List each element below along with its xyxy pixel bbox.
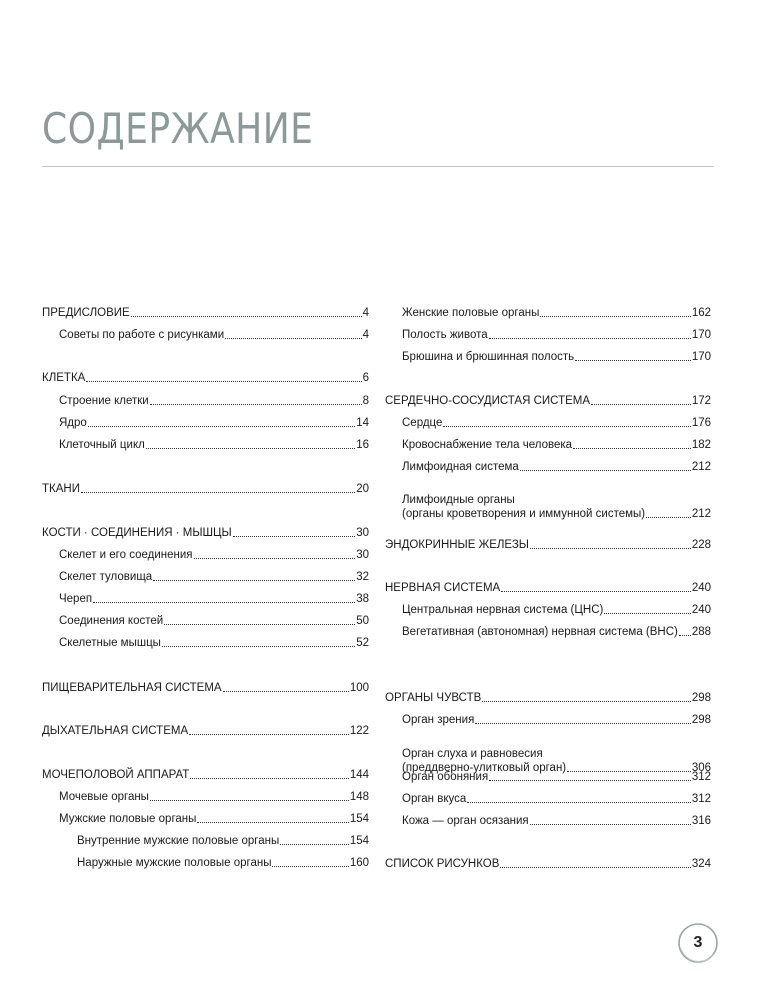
dot-leader [162, 646, 355, 647]
toc-entry-page: 298 [691, 714, 711, 726]
dot-leader [530, 824, 691, 825]
toc-entry [385, 538, 711, 552]
toc-entry [59, 416, 369, 430]
toc-entry-title: Орган зрения [402, 714, 475, 726]
toc-entry-title: Кровоснабжение тела человека [402, 439, 573, 451]
toc-entry-page: 172 [691, 395, 711, 407]
toc-entry-page: 162 [691, 307, 711, 319]
toc-entry-title: ДЫХАТЕЛЬНАЯ СИСТЕМА [42, 725, 189, 737]
toc-entry-page: 324 [691, 858, 711, 870]
toc-entry-title: Клеточный цикл [59, 439, 145, 451]
dot-leader [646, 517, 691, 518]
title-divider [42, 166, 714, 167]
toc-entry-title: Наружные мужские половые органы [77, 857, 272, 869]
toc-entry [385, 691, 711, 705]
dot-leader [164, 624, 355, 625]
toc-entry [42, 768, 369, 782]
toc-entry [402, 603, 711, 617]
toc-entry-title: ОРГАНЫ ЧУВСТВ [385, 692, 482, 704]
toc-entry-page: 228 [691, 539, 711, 551]
dot-leader [86, 381, 361, 382]
dot-leader [189, 734, 349, 735]
dot-leader [194, 558, 356, 559]
toc-entry-title: Лимфоидные органы (органы кроветворения и иммунной системы) [402, 494, 646, 520]
dot-leader [500, 867, 690, 868]
toc-entry-title: Вегетативная (автономная) нервная система (ВНС) [402, 626, 678, 638]
toc-entry-page: 16 [356, 439, 369, 451]
dot-leader [150, 800, 349, 801]
toc-entry-page: 8 [362, 395, 369, 407]
dot-leader [489, 338, 691, 339]
toc-entry [59, 790, 369, 804]
toc-entry-page: 20 [356, 483, 369, 495]
toc-entry-title: Мужские половые органы [59, 813, 197, 825]
toc-entry-title: Внутренние мужские половые органы [77, 835, 280, 847]
toc-entry [59, 614, 369, 628]
toc-entry [385, 857, 711, 871]
dot-leader [482, 701, 691, 702]
toc-entry-title: Сердце [402, 417, 443, 429]
toc-entry-page: 170 [691, 351, 711, 363]
dot-leader [280, 844, 349, 845]
dot-leader [153, 580, 355, 581]
dot-leader [604, 613, 690, 614]
toc-entry-page: 176 [691, 417, 711, 429]
toc-entry-title: Скелет туловища [59, 571, 153, 583]
toc-entry-title: Советы по работе с рисунками [59, 329, 225, 341]
toc-entry-page: 160 [349, 857, 369, 869]
toc-entry-page: 306 [691, 762, 711, 774]
toc-entry-page: 122 [349, 725, 369, 737]
toc-entry-title: Ядро [59, 417, 87, 429]
toc-entry-title: Орган слуха и равновесия (преддверно-улитковый орган) [402, 748, 567, 774]
toc-entry-page: 298 [691, 692, 711, 704]
toc-entry [59, 394, 369, 408]
toc-entry [402, 460, 711, 474]
toc-entry-page: 148 [349, 791, 369, 803]
toc-entry [402, 438, 711, 452]
toc-entry [42, 681, 369, 695]
dot-leader [530, 548, 691, 549]
dot-leader [540, 316, 690, 317]
dot-leader [679, 635, 691, 636]
toc-entry-title: КОСТИ · СОЕДИНЕНИЯ · МЫШЦЫ [42, 527, 232, 539]
page-title: СОДЕРЖАНИЕ [42, 104, 314, 153]
toc-entry-title: Скелетные мышцы [59, 637, 161, 649]
toc-entry-title: Орган обоняния [402, 771, 489, 783]
dot-leader [591, 404, 691, 405]
toc-entry-title: ПРЕДИСЛОВИЕ [42, 307, 130, 319]
toc-entry-title: СЕРДЕЧНО-СОСУДИСТАЯ СИСТЕМА [385, 395, 591, 407]
toc-entry-title: Полость живота [402, 329, 488, 341]
dot-leader [93, 602, 355, 603]
toc-entry-page: 14 [356, 417, 369, 429]
toc-entry [385, 581, 711, 595]
toc-entry [59, 328, 369, 342]
toc-entry-page: 154 [349, 835, 369, 847]
toc-entry [77, 856, 369, 870]
toc-entry-page: 50 [356, 615, 369, 627]
toc-entry [402, 328, 711, 342]
toc-entry [402, 416, 711, 430]
toc-entry-page: 170 [691, 329, 711, 341]
dot-leader [81, 492, 355, 493]
toc-entry-page: 212 [691, 508, 711, 520]
toc-entry-page: 312 [691, 771, 711, 783]
dot-leader [272, 866, 348, 867]
toc-entry-page: 182 [691, 439, 711, 451]
toc-entry-page: 100 [349, 682, 369, 694]
toc-entry-title: КЛЕТКА [42, 372, 86, 384]
dot-leader [233, 536, 355, 537]
toc-entry [59, 592, 369, 606]
dot-leader [475, 723, 691, 724]
toc-entry-title: Скелет и его соединения [59, 549, 193, 561]
dot-leader [489, 780, 691, 781]
toc-entry-title: Соединения костей [59, 615, 164, 627]
toc-entry-page: 240 [691, 582, 711, 594]
toc-entry [59, 548, 369, 562]
toc-entry [402, 306, 711, 320]
toc-entry-title: Лимфоидная система [402, 461, 519, 473]
page-number: 3 [693, 934, 703, 951]
toc-entry-title: НЕРВНАЯ СИСТЕМА [385, 582, 501, 594]
dot-leader [197, 822, 348, 823]
toc-entry [59, 636, 369, 650]
toc-entry-page: 154 [349, 813, 369, 825]
toc-entry [42, 724, 369, 738]
toc-entry-page: 4 [362, 329, 369, 341]
dot-leader [520, 470, 691, 471]
toc-entry-page: 38 [356, 593, 369, 605]
toc-entry-title: МОЧЕПОЛОВОЙ АППАРАТ [42, 769, 190, 781]
toc-entry [59, 570, 369, 584]
dot-leader [146, 448, 355, 449]
toc-entry [402, 350, 711, 364]
dot-leader [501, 591, 691, 592]
toc-entry-title: ПИЩЕВАРИТЕЛЬНАЯ СИСТЕМА [42, 682, 222, 694]
toc-entry-page: 288 [691, 626, 711, 638]
toc-entry [77, 834, 369, 848]
toc-entry [42, 306, 369, 320]
dot-leader [575, 360, 691, 361]
toc-entry-title: Кожа — орган осязания [402, 815, 529, 827]
toc-entry-title: Череп [59, 593, 93, 605]
dot-leader [467, 802, 691, 803]
toc-entry-title: Брюшина и брюшинная полость [402, 351, 575, 363]
toc-entry-page: 30 [356, 527, 369, 539]
dot-leader [190, 778, 348, 779]
toc-entry-page: 316 [691, 815, 711, 827]
dot-leader [225, 338, 361, 339]
toc-entry-page: 144 [349, 769, 369, 781]
toc-entry [42, 482, 369, 496]
toc-entry-title: ЭНДОКРИННЫЕ ЖЕЛЕЗЫ [385, 539, 529, 551]
toc-entry [385, 394, 711, 408]
toc-entry-page: 52 [356, 637, 369, 649]
toc-entry [42, 371, 369, 385]
dot-leader [150, 404, 362, 405]
toc-entry-title: Орган вкуса [402, 793, 467, 805]
toc-entry-page: 6 [362, 372, 369, 384]
toc-entry-page: 212 [691, 461, 711, 473]
toc-entry [42, 526, 369, 540]
toc-entry-page: 30 [356, 549, 369, 561]
toc-entry-page: 32 [356, 571, 369, 583]
toc-entry-page: 240 [691, 604, 711, 616]
dot-leader [573, 448, 691, 449]
toc-entry [402, 713, 711, 727]
toc-entry-title: ТКАНИ [42, 483, 80, 495]
toc-entry-title: Мочевые органы [59, 791, 149, 803]
toc-entry [402, 814, 711, 828]
toc-entry [402, 625, 711, 639]
toc-entry [402, 493, 711, 521]
toc-entry [59, 438, 369, 452]
dot-leader [131, 316, 362, 317]
toc-entry-title: Центральная нервная система (ЦНС) [402, 604, 604, 616]
toc-entry [402, 792, 711, 806]
toc-entry-title: Женские половые органы [402, 307, 540, 319]
toc-entry [402, 770, 711, 784]
toc-entry-title: СПИСОК РИСУНКОВ [385, 858, 500, 870]
dot-leader [88, 426, 355, 427]
toc-entry-page: 4 [362, 307, 369, 319]
toc-entry-title: Строение клетки [59, 395, 149, 407]
toc-entry [59, 812, 369, 826]
dot-leader [443, 426, 690, 427]
dot-leader [223, 691, 349, 692]
toc-entry-page: 312 [691, 793, 711, 805]
